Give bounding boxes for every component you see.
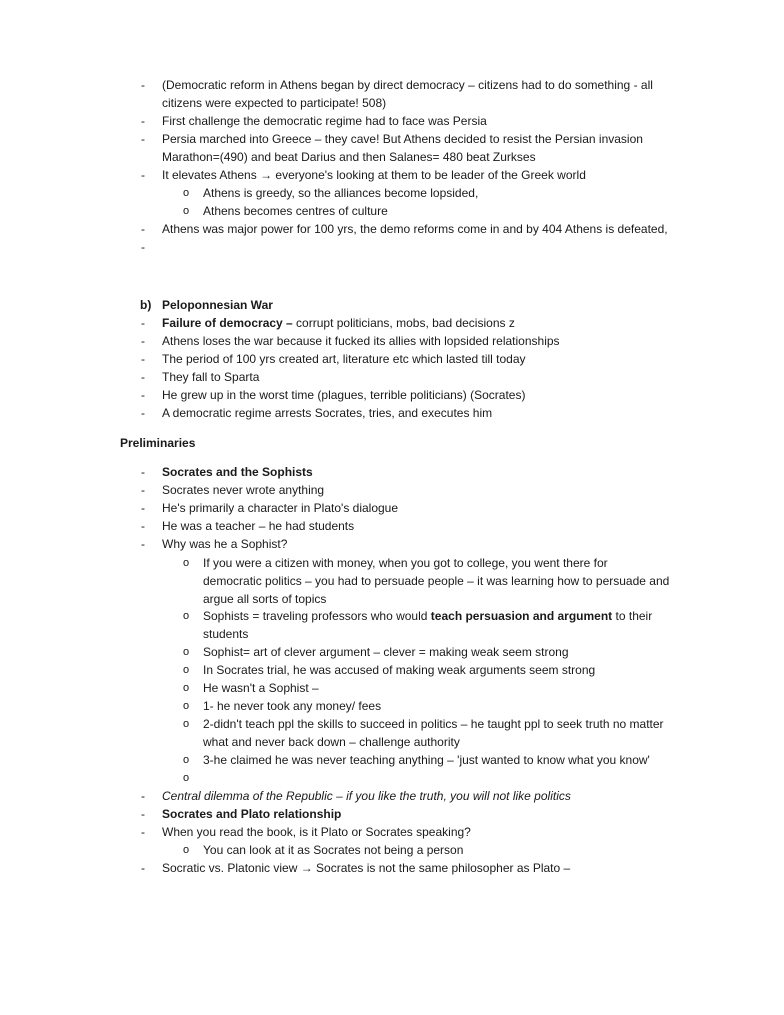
sub-bullet-text: 3-he claimed he was never teaching anything – 'just wanted to know what you know' [203,753,650,767]
bullet-text: When you read the book, is it Plato or Socrates speaking? [162,825,471,839]
sub-bullet-text: Athens becomes centres of culture [203,204,388,218]
dash-marker: - [141,789,145,803]
sub-bullet-text: Sophist= art of clever argument – clever = making weak seem strong [203,645,569,659]
bullet-text: It elevates Athens → everyone's looking at them to be leader of the Greek world [162,168,586,182]
circle-marker: o [183,718,190,730]
sub-bullet-text: students [203,627,249,641]
sub-bullet-text: If you were a citizen with money, when you got to college, you went there for [203,556,608,570]
dash-marker: - [141,406,145,420]
bullet-text: A democratic regime arrests Socrates, tries, and executes him [162,406,493,420]
bold-phrase: Failure of democracy – [162,316,293,330]
dash-marker: - [141,132,145,146]
dash-marker: - [141,334,145,348]
dash-marker: - [141,519,145,533]
plain-phrase: Sophists = traveling professors who would [203,609,431,623]
plain-phrase: corrupt politicians, mobs, bad decisions z [292,316,515,330]
bold-phrase: teach persuasion and argument [430,609,613,623]
sub-bullet-text: 1- he never took any money/ fees [203,699,382,713]
dash-marker: - [141,78,145,92]
dash-marker: - [141,825,145,839]
circle-marker: o [183,646,190,658]
circle-marker: o [183,610,190,622]
bullet-text-bold: Socrates and the Sophists [162,465,313,479]
circle-marker: o [183,700,190,712]
section-label: b) [140,298,152,312]
sub-bullet-text: He wasn't a Sophist – [203,681,319,695]
dash-marker: - [141,114,145,128]
dash-marker: - [141,807,145,821]
bullet-text: He's primarily a character in Plato's dialogue [162,501,399,515]
sub-bullet-text: Athens is greedy, so the alliances become lopsided, [203,186,479,200]
dash-marker: - [141,465,145,479]
sub-bullet-text: argue all sorts of topics [203,592,327,606]
circle-marker: o [183,844,190,856]
sub-bullet-text: what and never back down – challenge authority [203,735,460,749]
bullet-text: They fall to Sparta [162,370,260,384]
bullet-text: Marathon=(490) and beat Darius and then Salanes= 480 beat Zurkses [162,150,536,164]
bullet-text [162,314,515,332]
bullet-text: Athens was major power for 100 yrs, the demo reforms come in and by 404 Athens is defeated, [162,222,668,236]
bullet-text: citizens were expected to participate! 508) [162,96,387,110]
bullet-text: (Democratic reform in Athens began by direct democracy – citizens had to do something - all [162,78,653,92]
bullet-text: Socrates never wrote anything [162,483,325,497]
dash-marker: - [141,168,145,182]
bullet-text: Persia marched into Greece – they cave! But Athens decided to resist the Persian invasion [162,132,643,146]
bullet-text: Athens loses the war because it fucked its allies with lopsided relationships [162,334,560,348]
bullet-text: He grew up in the worst time (plagues, terrible politicians) (Socrates) [162,388,526,402]
circle-marker: o [183,772,190,784]
bullet-text: He was a teacher – he had students [162,519,355,533]
bullet-text-bold: Socrates and Plato relationship [162,807,342,821]
bullet-text-italic: Central dilemma of the Republic – if you like the truth, you will not like politics [162,789,571,803]
bullet-text: Socratic vs. Platonic view → Socrates is not the same philosopher as Plato – [162,861,571,875]
dash-marker: - [141,501,145,515]
dash-marker: - [141,483,145,497]
dash-marker: - [141,388,145,402]
dash-marker: - [141,537,145,551]
dash-marker: - [141,861,145,875]
plain-phrase: to their [612,609,653,623]
dash-marker: - [141,316,145,330]
sub-bullet-text: democratic politics – you had to persuade people – it was learning how to persuade and [203,574,670,588]
sub-bullet-text: In Socrates trial, he was accused of making weak arguments seem strong [203,663,596,677]
circle-marker: o [183,682,190,694]
dash-marker: - [141,370,145,384]
dash-marker: - [141,240,145,254]
dash-marker: - [141,352,145,366]
bullet-text: Why was he a Sophist? [162,537,288,551]
section-title: Peloponnesian War [162,298,273,312]
sub-bullet-text [203,607,652,625]
sub-bullet-text: You can look at it as Socrates not being a person [203,843,464,857]
circle-marker: o [183,205,190,217]
bullet-text: The period of 100 yrs created art, literature etc which lasted till today [162,352,526,366]
circle-marker: o [183,754,190,766]
bullet-text: First challenge the democratic regime had to face was Persia [162,114,487,128]
sub-bullet-text: 2-didn't teach ppl the skills to succeed in politics – he taught ppl to seek truth no matter [203,717,664,731]
circle-marker: o [183,557,190,569]
circle-marker: o [183,664,190,676]
circle-marker: o [183,187,190,199]
dash-marker: - [141,222,145,236]
section-title: Preliminaries [120,436,196,450]
